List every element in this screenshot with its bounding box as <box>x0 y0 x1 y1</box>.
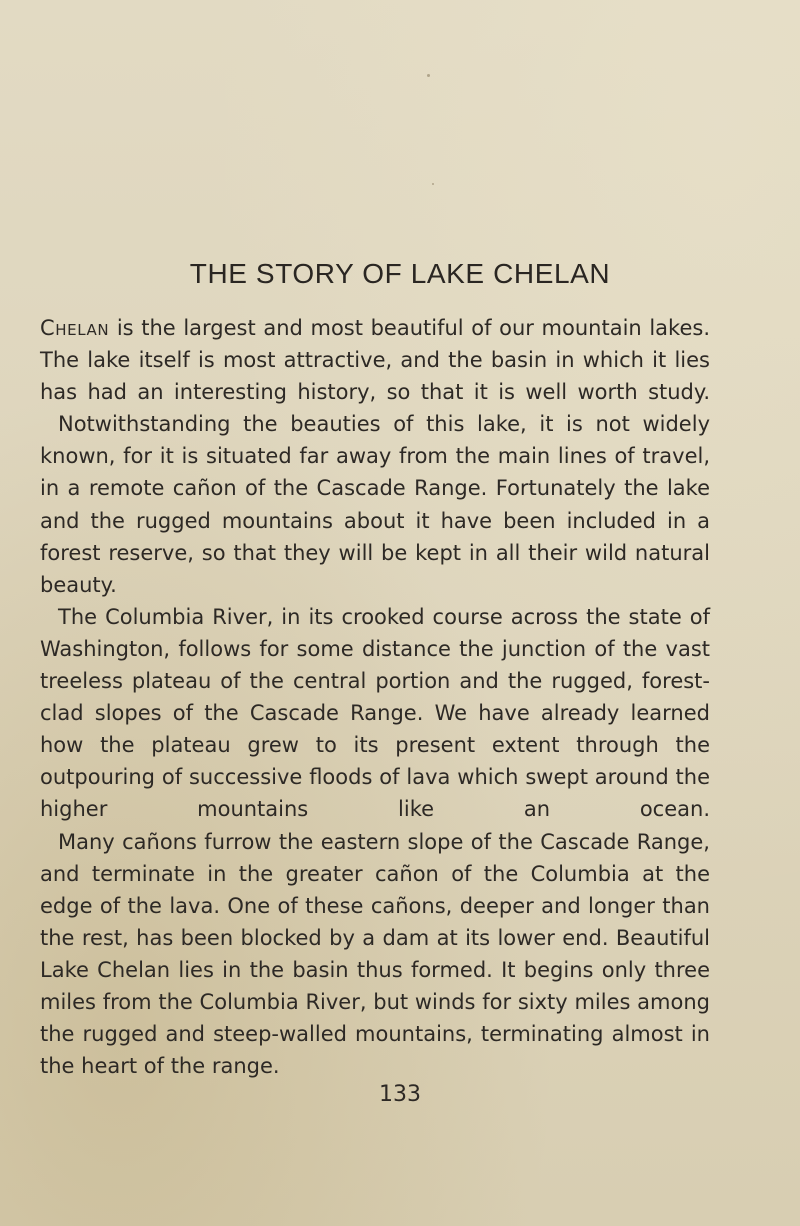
paragraph-text: is the largest and most beautiful of our mountain lakes. The lake itself is most attractive, and the basin in which it lies has had an interesting history, so that it is well worth study. <box>40 316 710 405</box>
paper-speck <box>427 74 430 77</box>
paragraph-text: Many cañons furrow the eastern slope of the Cascade Range, and terminate in the greater cañon of the Columbia at the edge of the lava. One of these cañons, deeper and longer than the rest, has been blocked by a dam at its lower end. Beautiful Lake Chelan lies in the basin thus formed. It begins only three miles from the Columbia River, but winds for sixty miles among the rugged and steep-walled mountains, terminating almost in the heart of the range. <box>40 829 710 1079</box>
paragraph-text: The Columbia River, in its crooked course across the state of Washington, follows for some distance the junction of the vast treeless plateau of the central portion and the rugged, forest-clad slopes of the Cascade Range. We have already learned how the plateau grew to its present extent through the outpouring of successive floods of lava which swept around the higher mountains like an ocean. <box>40 604 710 822</box>
paragraph <box>40 312 710 408</box>
paragraph <box>40 408 710 601</box>
chapter-title: THE STORY OF LAKE CHELAN <box>189 258 611 289</box>
page-number: 133 <box>379 1082 421 1107</box>
paper-speck <box>432 183 434 185</box>
paragraph <box>40 601 710 826</box>
drop-lead-word: Chelan <box>40 316 110 340</box>
chapter-body <box>40 312 710 1082</box>
paragraph-text: Notwithstanding the beauties of this lake, it is not widely known, for it is situated far away from the main lines of travel, in a remote cañon of the Cascade Range. Fortunately the lake and the rugged mountains about it have been included in a forest reserve, so that they will be kept in all their wild natural beauty. <box>40 412 710 597</box>
paragraph <box>40 826 710 1083</box>
